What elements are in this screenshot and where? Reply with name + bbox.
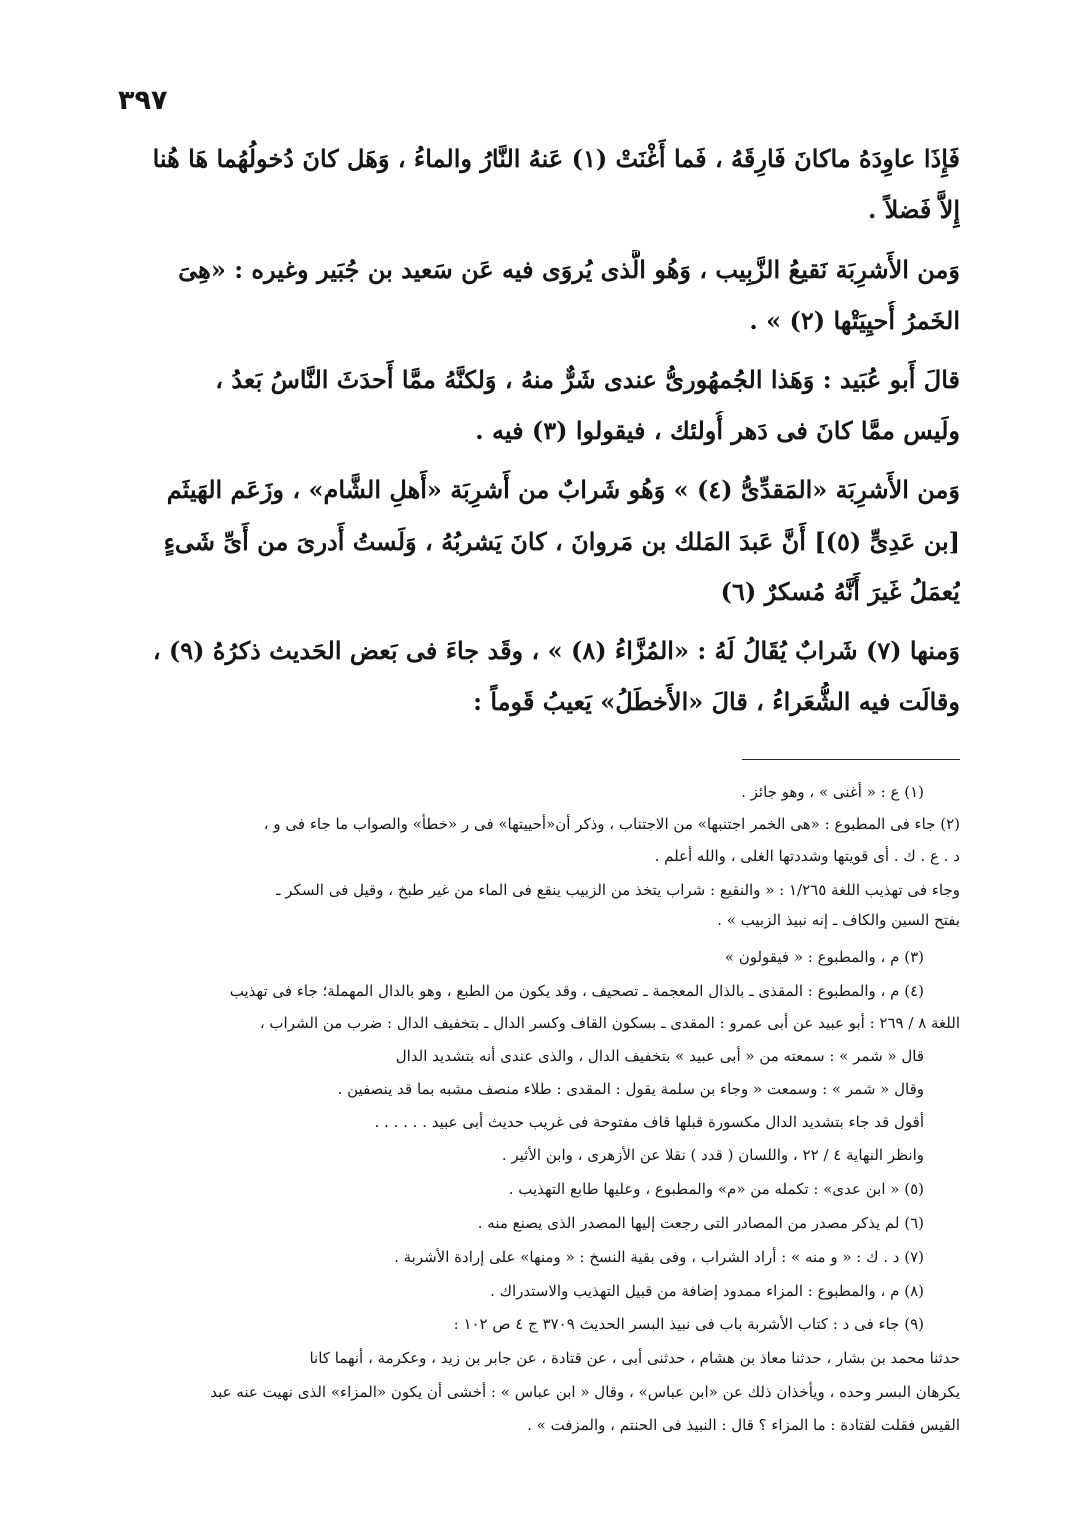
footnote-line: (٩) جاء فى د : كتاب الأشربة باب فى نبيذ البسر الحديث ٣٧٠٩ ج ٤ ص ١٠٢ : [453, 1315, 924, 1333]
footnote-line: حدثنا محمد بن بشار ، حدثنا معاذ بن هشام ، حدثنى أبى ، عن قتادة ، عن جابر بن زيد ، وعكرمة ، أنهما كانا [309, 1349, 960, 1367]
body-line: إِلاَّ فَضلاً . [867, 195, 960, 224]
footnote-line: د . ع . ك . أى قويتها وشددتها الغلى ، والله أعلم . [654, 847, 960, 865]
footnote-line: بفتح السين والكاف ـ إنه نبيذ الزبيب » . [717, 911, 960, 929]
footnote-line: وقال « شمر » : وسمعت « وجاء بن سلمة يقول : المقدى : طلاء منصف مشبه بما قد ينصفين . [337, 1080, 924, 1098]
body-line: [بن عَدِىٍّ (٥)] أَنَّ عَبدَ المَلك بن مَروانَ ، كانَ يَشربُهُ ، وَلَستُ أَدرىَ من أَىِّ شَىءٍ [163, 527, 960, 556]
page-number: ٣٩٧ [118, 85, 168, 116]
body-line: فَإِذَا عاوِدَهُ ماكانَ فَارِقَهُ ، فَما أَغْنَتْ (١) عَنهُ النَّارُ والماءُ ، وَهَل كانَ دُخولُهُما هَا هُنا [152, 144, 960, 173]
body-line: وَمن الأَشرِبَة «المَقدِّىُّ (٤) » وَهُو شَرابٌ من أَشرِبَة «أَهلِ الشَّام» ، وزَعَم الهَيثَم [166, 475, 960, 504]
body-line: قالَ أَبو عُبَيد : وَهَذا الجُمهُورىُّ عندى شَرٌّ منهُ ، وَلكنَّهُ ممَّا أَحدَثَ النَّاسُ بَعدُ ، [215, 365, 960, 394]
footnote-line: وانظر النهاية ٤ / ٢٢ ، واللسان ( قدد ) نقلا عن الأزهرى ، وابن الأثير . [501, 1146, 924, 1164]
footnote-line: اللغة ٨ / ٢٦٩ : أبو عبيد عن أبى عمرو : المقدى ـ بسكون القاف وكسر الدال ـ بتخفيف الدال : ضرب من الشراب ، [259, 1014, 960, 1032]
footnote-line: (٨) م ، والمطبوع : المزاء ممدود إضافة من قبيل التهذيب والاستدراك . [490, 1282, 924, 1300]
body-line: وقالَت فيه الشُّعَراءُ ، قالَ «الأَخطَلُ» يَعيبُ قَوماً : [473, 687, 960, 716]
body-line: يُعمَلُ غَيرَ أَنَّهُ مُسكرٌ (٦) [720, 577, 960, 606]
footnote-line: يكرهان البسر وحده ، ويأخذان ذلك عن «ابن عباس» ، وقال « ابن عباس » : أخشى أن يكون «المزاء» الذى نهيت عنه عبد [210, 1383, 960, 1401]
footnote-line: (٣) م ، والمطبوع : « فيقولون » [724, 948, 924, 966]
body-line: الخَمرُ أُحيِيَتْها (٢) » . [749, 306, 960, 335]
footnote-line: (١) ع : « أغنى » ، وهو جائز . [741, 783, 924, 801]
footnote-line: (٦) لم يذكر مصدر من المصادر التى رجعت إليها المصدر الذى يصنع منه . [477, 1214, 924, 1232]
footnote-line: (٧) د . ك : « و منه » : أراد الشراب ، وفى بقية النسخ : « ومنها» على إرادة الأشربة . [394, 1248, 924, 1266]
footnote-line: أقول قد جاء بتشديد الدال مكسورة قبلها قاف مفتوحة فى غريب حديث أبى عبيد . . . . . . [374, 1113, 924, 1131]
footnote-separator [742, 759, 960, 760]
body-line: وَمنها (٧) شَرابٌ يُقَالُ لَهُ : «المُزَّاءُ (٨) » ، وقَد جاءَ فى بَعض الحَديث ذكرُهُ (٩) ، [152, 636, 960, 665]
footnote-line: قال « شمر » : سمعته من « أبى عبيد » بتخفيف الدال ، والذى عندى أنه بتشديد الدال [395, 1047, 924, 1065]
footnote-line: (٤) م ، والمطبوع : المقذى ـ بالذال المعجمة ـ تصحيف ، وقد يكون من الطبع ، وهو بالدال المهملة؛ جاء فى تهذيب [229, 982, 924, 1000]
footnote-line: القيس فقلت لقتادة : ما المزاء ؟ قال : النبيذ فى الحنتم ، والمزفت » . [527, 1416, 960, 1434]
footnote-line: (٥) « ابن عدى» : تكمله من «م» والمطبوع ، وعليها طابع التهذيب . [508, 1180, 924, 1198]
footnote-line: وجاء فى تهذيب اللغة ١/٢٦٥ : « والنقيع : شراب يتخذ من الزبيب ينقع فى الماء من غير طبخ ، وقيل فى السكر ـ [276, 881, 960, 899]
body-line: ولَيس ممَّا كانَ فى دَهر أُولئك ، فيقولوا (٣) فيه . [475, 416, 960, 445]
footnote-line: (٢) جاء فى المطبوع : «هى الخمر اجتنبها» من الاجتناب ، وذكر أن«أحييتها» فى ر «خطأ» والصواب ما جاء فى و ، [263, 815, 960, 833]
body-line: وَمن الأَشرِبَة نَقيعُ الزَّبِيب ، وَهُو الَّذى يُروَى فيه عَن سَعيد بن جُبَير وغيره : «هِىَ [178, 255, 960, 284]
